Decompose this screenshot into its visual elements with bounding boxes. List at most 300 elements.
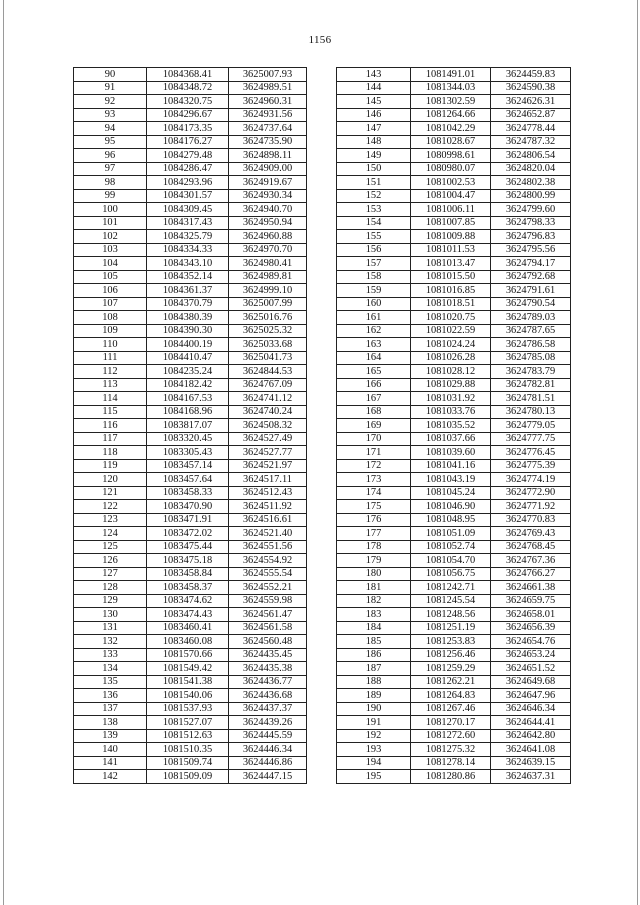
- x-coordinate-cell: 1081510.35: [147, 743, 229, 757]
- x-coordinate-cell: 1081022.59: [411, 324, 491, 338]
- x-coordinate-cell: 1084361.37: [147, 284, 229, 298]
- table-row: [74, 527, 307, 541]
- table-row: [337, 257, 571, 271]
- point-number-cell: 153: [337, 203, 411, 217]
- y-coordinate-cell: 3624446.86: [229, 756, 307, 770]
- table-row: [74, 608, 307, 622]
- table-row: [337, 297, 571, 311]
- y-coordinate-cell: 3624771.92: [491, 500, 571, 514]
- point-number-cell: 166: [337, 378, 411, 392]
- point-number-cell: 162: [337, 324, 411, 338]
- y-coordinate-cell: 3624989.51: [229, 81, 307, 95]
- point-number-cell: 110: [74, 338, 147, 352]
- y-coordinate-cell: 3624780.13: [491, 405, 571, 419]
- y-coordinate-cell: 3624512.43: [229, 486, 307, 500]
- x-coordinate-cell: 1081018.51: [411, 297, 491, 311]
- point-number-cell: 190: [337, 702, 411, 716]
- x-coordinate-cell: 1081264.83: [411, 689, 491, 703]
- table-row: [337, 419, 571, 433]
- point-number-cell: 128: [74, 581, 147, 595]
- x-coordinate-cell: 1084182.42: [147, 378, 229, 392]
- point-number-cell: 157: [337, 257, 411, 271]
- point-number-cell: 145: [337, 95, 411, 109]
- y-coordinate-cell: 3624561.58: [229, 621, 307, 635]
- y-coordinate-cell: 3624799.60: [491, 203, 571, 217]
- table-row: [337, 729, 571, 743]
- table-row: [337, 311, 571, 325]
- table-row: [337, 270, 571, 284]
- y-coordinate-cell: 3624787.65: [491, 324, 571, 338]
- point-number-cell: 174: [337, 486, 411, 500]
- point-number-cell: 138: [74, 716, 147, 730]
- y-coordinate-cell: 3624940.70: [229, 203, 307, 217]
- table-row: [74, 81, 307, 95]
- coordinate-table-left: [73, 67, 307, 784]
- point-number-cell: 170: [337, 432, 411, 446]
- table-row: [337, 581, 571, 595]
- y-coordinate-cell: 3624795.56: [491, 243, 571, 257]
- point-number-cell: 178: [337, 540, 411, 554]
- point-number-cell: 183: [337, 608, 411, 622]
- y-coordinate-cell: 3624590.38: [491, 81, 571, 95]
- point-number-cell: 95: [74, 135, 147, 149]
- y-coordinate-cell: 3624787.32: [491, 135, 571, 149]
- point-number-cell: 101: [74, 216, 147, 230]
- x-coordinate-cell: 1081009.88: [411, 230, 491, 244]
- point-number-cell: 191: [337, 716, 411, 730]
- y-coordinate-cell: 3624737.64: [229, 122, 307, 136]
- y-coordinate-cell: 3624792.68: [491, 270, 571, 284]
- x-coordinate-cell: 1084309.45: [147, 203, 229, 217]
- x-coordinate-cell: 1081537.93: [147, 702, 229, 716]
- coordinate-table-right: [336, 67, 571, 784]
- table-row: [74, 297, 307, 311]
- x-coordinate-cell: 1081541.38: [147, 675, 229, 689]
- point-number-cell: 192: [337, 729, 411, 743]
- point-number-cell: 156: [337, 243, 411, 257]
- table-row: [337, 365, 571, 379]
- x-coordinate-cell: 1084286.47: [147, 162, 229, 176]
- x-coordinate-cell: 1081039.60: [411, 446, 491, 460]
- point-number-cell: 175: [337, 500, 411, 514]
- x-coordinate-cell: 1084380.39: [147, 311, 229, 325]
- x-coordinate-cell: 1083472.02: [147, 527, 229, 541]
- y-coordinate-cell: 3624552.21: [229, 581, 307, 595]
- y-coordinate-cell: 3624844.53: [229, 365, 307, 379]
- y-coordinate-cell: 3624653.24: [491, 648, 571, 662]
- scan-edge-right: [637, 0, 638, 905]
- table-row: [337, 702, 571, 716]
- table-row: [337, 554, 571, 568]
- x-coordinate-cell: 1081011.53: [411, 243, 491, 257]
- table-row: [74, 284, 307, 298]
- point-number-cell: 124: [74, 527, 147, 541]
- table-row: [337, 243, 571, 257]
- y-coordinate-cell: 3624559.98: [229, 594, 307, 608]
- y-coordinate-cell: 3624436.77: [229, 675, 307, 689]
- y-coordinate-cell: 3624661.38: [491, 581, 571, 595]
- y-coordinate-cell: 3624647.96: [491, 689, 571, 703]
- point-number-cell: 151: [337, 176, 411, 190]
- point-number-cell: 102: [74, 230, 147, 244]
- y-coordinate-cell: 3624561.47: [229, 608, 307, 622]
- x-coordinate-cell: 1081242.71: [411, 581, 491, 595]
- x-coordinate-cell: 1084293.96: [147, 176, 229, 190]
- y-coordinate-cell: 3624658.01: [491, 608, 571, 622]
- x-coordinate-cell: 1084368.41: [147, 68, 229, 82]
- y-coordinate-cell: 3625007.99: [229, 297, 307, 311]
- y-coordinate-cell: 3624435.45: [229, 648, 307, 662]
- x-coordinate-cell: 1081002.53: [411, 176, 491, 190]
- x-coordinate-cell: 1081344.03: [411, 81, 491, 95]
- y-coordinate-cell: 3624445.59: [229, 729, 307, 743]
- point-number-cell: 131: [74, 621, 147, 635]
- point-number-cell: 171: [337, 446, 411, 460]
- table-row: [337, 486, 571, 500]
- x-coordinate-cell: 1083458.33: [147, 486, 229, 500]
- point-number-cell: 113: [74, 378, 147, 392]
- point-number-cell: 180: [337, 567, 411, 581]
- point-number-cell: 119: [74, 459, 147, 473]
- y-coordinate-cell: 3624560.48: [229, 635, 307, 649]
- y-coordinate-cell: 3624741.12: [229, 392, 307, 406]
- table-row: [74, 203, 307, 217]
- table-row: [74, 581, 307, 595]
- x-coordinate-cell: 1084352.14: [147, 270, 229, 284]
- y-coordinate-cell: 3624898.11: [229, 149, 307, 163]
- table-row: [337, 648, 571, 662]
- point-number-cell: 132: [74, 635, 147, 649]
- point-number-cell: 163: [337, 338, 411, 352]
- y-coordinate-cell: 3624778.44: [491, 122, 571, 136]
- table-row: [337, 770, 571, 784]
- y-coordinate-cell: 3624766.27: [491, 567, 571, 581]
- point-number-cell: 118: [74, 446, 147, 460]
- table-row: [337, 446, 571, 460]
- table-row: [74, 176, 307, 190]
- point-number-cell: 186: [337, 648, 411, 662]
- table-row: [74, 635, 307, 649]
- x-coordinate-cell: 1081028.12: [411, 365, 491, 379]
- y-coordinate-cell: 3624767.36: [491, 554, 571, 568]
- x-coordinate-cell: 1081278.14: [411, 756, 491, 770]
- y-coordinate-cell: 3624554.92: [229, 554, 307, 568]
- x-coordinate-cell: 1081048.95: [411, 513, 491, 527]
- y-coordinate-cell: 3624781.51: [491, 392, 571, 406]
- y-coordinate-cell: 3624931.56: [229, 108, 307, 122]
- y-coordinate-cell: 3624960.88: [229, 230, 307, 244]
- y-coordinate-cell: 3624447.15: [229, 770, 307, 784]
- point-number-cell: 146: [337, 108, 411, 122]
- table-row: [74, 486, 307, 500]
- x-coordinate-cell: 1084317.43: [147, 216, 229, 230]
- table-row: [337, 405, 571, 419]
- point-number-cell: 137: [74, 702, 147, 716]
- point-number-cell: 134: [74, 662, 147, 676]
- point-number-cell: 90: [74, 68, 147, 82]
- table-row: [74, 675, 307, 689]
- table-row: [74, 743, 307, 757]
- x-coordinate-cell: 1081509.09: [147, 770, 229, 784]
- x-coordinate-cell: 1081007.85: [411, 216, 491, 230]
- table-row: [74, 567, 307, 581]
- point-number-cell: 115: [74, 405, 147, 419]
- y-coordinate-cell: 3624802.38: [491, 176, 571, 190]
- y-coordinate-cell: 3624651.52: [491, 662, 571, 676]
- x-coordinate-cell: 1083470.90: [147, 500, 229, 514]
- x-coordinate-cell: 1081056.75: [411, 567, 491, 581]
- table-row: [337, 162, 571, 176]
- y-coordinate-cell: 3624644.41: [491, 716, 571, 730]
- x-coordinate-cell: 1081043.19: [411, 473, 491, 487]
- x-coordinate-cell: 1084279.48: [147, 149, 229, 163]
- x-coordinate-cell: 1084320.75: [147, 95, 229, 109]
- point-number-cell: 169: [337, 419, 411, 433]
- point-number-cell: 105: [74, 270, 147, 284]
- point-number-cell: 173: [337, 473, 411, 487]
- x-coordinate-cell: 1083458.84: [147, 567, 229, 581]
- table-row: [74, 405, 307, 419]
- point-number-cell: 184: [337, 621, 411, 635]
- y-coordinate-cell: 3624774.19: [491, 473, 571, 487]
- table-row: [337, 675, 571, 689]
- table-row: [337, 459, 571, 473]
- x-coordinate-cell: 1084173.35: [147, 122, 229, 136]
- x-coordinate-cell: 1081491.01: [411, 68, 491, 82]
- y-coordinate-cell: 3624776.45: [491, 446, 571, 460]
- point-number-cell: 159: [337, 284, 411, 298]
- table-row: [74, 770, 307, 784]
- table-row: [74, 162, 307, 176]
- x-coordinate-cell: 1081029.88: [411, 378, 491, 392]
- table-row: [74, 621, 307, 635]
- point-number-cell: 96: [74, 149, 147, 163]
- x-coordinate-cell: 1081033.76: [411, 405, 491, 419]
- y-coordinate-cell: 3624909.00: [229, 162, 307, 176]
- point-number-cell: 122: [74, 500, 147, 514]
- y-coordinate-cell: 3624626.31: [491, 95, 571, 109]
- y-coordinate-cell: 3624517.11: [229, 473, 307, 487]
- point-number-cell: 100: [74, 203, 147, 217]
- point-number-cell: 127: [74, 567, 147, 581]
- y-coordinate-cell: 3625016.76: [229, 311, 307, 325]
- table-row: [74, 662, 307, 676]
- point-number-cell: 140: [74, 743, 147, 757]
- x-coordinate-cell: 1080980.07: [411, 162, 491, 176]
- table-row: [337, 432, 571, 446]
- y-coordinate-cell: 3624772.90: [491, 486, 571, 500]
- y-coordinate-cell: 3624789.03: [491, 311, 571, 325]
- table-row: [74, 756, 307, 770]
- table-row: [74, 324, 307, 338]
- table-row: [337, 608, 571, 622]
- y-coordinate-cell: 3624639.15: [491, 756, 571, 770]
- table-row: [337, 378, 571, 392]
- table-row: [74, 365, 307, 379]
- table-row: [74, 689, 307, 703]
- table-row: [74, 135, 307, 149]
- table-row: [74, 392, 307, 406]
- point-number-cell: 185: [337, 635, 411, 649]
- y-coordinate-cell: 3624646.34: [491, 702, 571, 716]
- y-coordinate-cell: 3624785.08: [491, 351, 571, 365]
- y-coordinate-cell: 3624930.34: [229, 189, 307, 203]
- x-coordinate-cell: 1081259.29: [411, 662, 491, 676]
- x-coordinate-cell: 1081031.92: [411, 392, 491, 406]
- x-coordinate-cell: 1081006.11: [411, 203, 491, 217]
- table-row: [337, 513, 571, 527]
- table-row: [74, 540, 307, 554]
- point-number-cell: 103: [74, 243, 147, 257]
- table-row: [337, 108, 571, 122]
- point-number-cell: 164: [337, 351, 411, 365]
- x-coordinate-cell: 1081004.47: [411, 189, 491, 203]
- x-coordinate-cell: 1083474.43: [147, 608, 229, 622]
- y-coordinate-cell: 3624960.31: [229, 95, 307, 109]
- x-coordinate-cell: 1081046.90: [411, 500, 491, 514]
- y-coordinate-cell: 3624437.37: [229, 702, 307, 716]
- point-number-cell: 149: [337, 149, 411, 163]
- y-coordinate-cell: 3624527.77: [229, 446, 307, 460]
- point-number-cell: 193: [337, 743, 411, 757]
- y-coordinate-cell: 3624806.54: [491, 149, 571, 163]
- table-row: [337, 324, 571, 338]
- table-row: [74, 419, 307, 433]
- point-number-cell: 93: [74, 108, 147, 122]
- x-coordinate-cell: 1084168.96: [147, 405, 229, 419]
- table-row: [74, 149, 307, 163]
- x-coordinate-cell: 1081013.47: [411, 257, 491, 271]
- y-coordinate-cell: 3624919.67: [229, 176, 307, 190]
- x-coordinate-cell: 1083458.37: [147, 581, 229, 595]
- table-row: [337, 351, 571, 365]
- x-coordinate-cell: 1081509.74: [147, 756, 229, 770]
- table-row: [74, 513, 307, 527]
- point-number-cell: 188: [337, 675, 411, 689]
- point-number-cell: 129: [74, 594, 147, 608]
- x-coordinate-cell: 1081253.83: [411, 635, 491, 649]
- y-coordinate-cell: 3625007.93: [229, 68, 307, 82]
- table-row: [337, 743, 571, 757]
- x-coordinate-cell: 1081024.24: [411, 338, 491, 352]
- table-row: [74, 338, 307, 352]
- x-coordinate-cell: 1084390.30: [147, 324, 229, 338]
- x-coordinate-cell: 1081256.46: [411, 648, 491, 662]
- page-number: 1156: [308, 34, 332, 46]
- point-number-cell: 154: [337, 216, 411, 230]
- y-coordinate-cell: 3624800.99: [491, 189, 571, 203]
- table-row: [74, 702, 307, 716]
- y-coordinate-cell: 3624782.81: [491, 378, 571, 392]
- point-number-cell: 120: [74, 473, 147, 487]
- point-number-cell: 104: [74, 257, 147, 271]
- y-coordinate-cell: 3624999.10: [229, 284, 307, 298]
- table-row: [337, 716, 571, 730]
- x-coordinate-cell: 1081540.06: [147, 689, 229, 703]
- table-row: [337, 135, 571, 149]
- point-number-cell: 112: [74, 365, 147, 379]
- point-number-cell: 147: [337, 122, 411, 136]
- table-row: [337, 527, 571, 541]
- x-coordinate-cell: 1084301.57: [147, 189, 229, 203]
- table-row: [74, 500, 307, 514]
- point-number-cell: 182: [337, 594, 411, 608]
- y-coordinate-cell: 3624654.76: [491, 635, 571, 649]
- point-number-cell: 130: [74, 608, 147, 622]
- point-number-cell: 150: [337, 162, 411, 176]
- table-row: [337, 567, 571, 581]
- point-number-cell: 165: [337, 365, 411, 379]
- x-coordinate-cell: 1084296.67: [147, 108, 229, 122]
- x-coordinate-cell: 1084235.24: [147, 365, 229, 379]
- table-row: [74, 554, 307, 568]
- point-number-cell: 177: [337, 527, 411, 541]
- table-row: [74, 122, 307, 136]
- x-coordinate-cell: 1084400.19: [147, 338, 229, 352]
- table-row: [74, 716, 307, 730]
- y-coordinate-cell: 3625025.32: [229, 324, 307, 338]
- point-number-cell: 98: [74, 176, 147, 190]
- x-coordinate-cell: 1083471.91: [147, 513, 229, 527]
- x-coordinate-cell: 1081275.32: [411, 743, 491, 757]
- table-row: [74, 446, 307, 460]
- y-coordinate-cell: 3625041.73: [229, 351, 307, 365]
- y-coordinate-cell: 3624446.34: [229, 743, 307, 757]
- y-coordinate-cell: 3624798.33: [491, 216, 571, 230]
- point-number-cell: 167: [337, 392, 411, 406]
- x-coordinate-cell: 1081251.19: [411, 621, 491, 635]
- table-row: [74, 68, 307, 82]
- x-coordinate-cell: 1081549.42: [147, 662, 229, 676]
- table-row: [337, 594, 571, 608]
- y-coordinate-cell: 3625033.68: [229, 338, 307, 352]
- x-coordinate-cell: 1083475.18: [147, 554, 229, 568]
- point-number-cell: 123: [74, 513, 147, 527]
- x-coordinate-cell: 1081267.46: [411, 702, 491, 716]
- y-coordinate-cell: 3624735.90: [229, 135, 307, 149]
- y-coordinate-cell: 3624637.31: [491, 770, 571, 784]
- y-coordinate-cell: 3624989.81: [229, 270, 307, 284]
- x-coordinate-cell: 1083474.62: [147, 594, 229, 608]
- y-coordinate-cell: 3624435.38: [229, 662, 307, 676]
- y-coordinate-cell: 3624794.17: [491, 257, 571, 271]
- scan-edge-left: [3, 0, 4, 905]
- x-coordinate-cell: 1081035.52: [411, 419, 491, 433]
- x-coordinate-cell: 1081054.70: [411, 554, 491, 568]
- point-number-cell: 125: [74, 540, 147, 554]
- point-number-cell: 194: [337, 756, 411, 770]
- table-row: [74, 432, 307, 446]
- y-coordinate-cell: 3624656.39: [491, 621, 571, 635]
- x-coordinate-cell: 1083460.41: [147, 621, 229, 635]
- table-row: [337, 203, 571, 217]
- y-coordinate-cell: 3624649.68: [491, 675, 571, 689]
- x-coordinate-cell: 1083475.44: [147, 540, 229, 554]
- table-row: [337, 635, 571, 649]
- x-coordinate-cell: 1081016.85: [411, 284, 491, 298]
- table-row: [74, 108, 307, 122]
- table-row: [337, 392, 571, 406]
- y-coordinate-cell: 3624642.80: [491, 729, 571, 743]
- x-coordinate-cell: 1083305.43: [147, 446, 229, 460]
- table-row: [74, 216, 307, 230]
- y-coordinate-cell: 3624768.45: [491, 540, 571, 554]
- table-row: [74, 230, 307, 244]
- point-number-cell: 97: [74, 162, 147, 176]
- y-coordinate-cell: 3624791.61: [491, 284, 571, 298]
- table-row: [337, 284, 571, 298]
- y-coordinate-cell: 3624769.43: [491, 527, 571, 541]
